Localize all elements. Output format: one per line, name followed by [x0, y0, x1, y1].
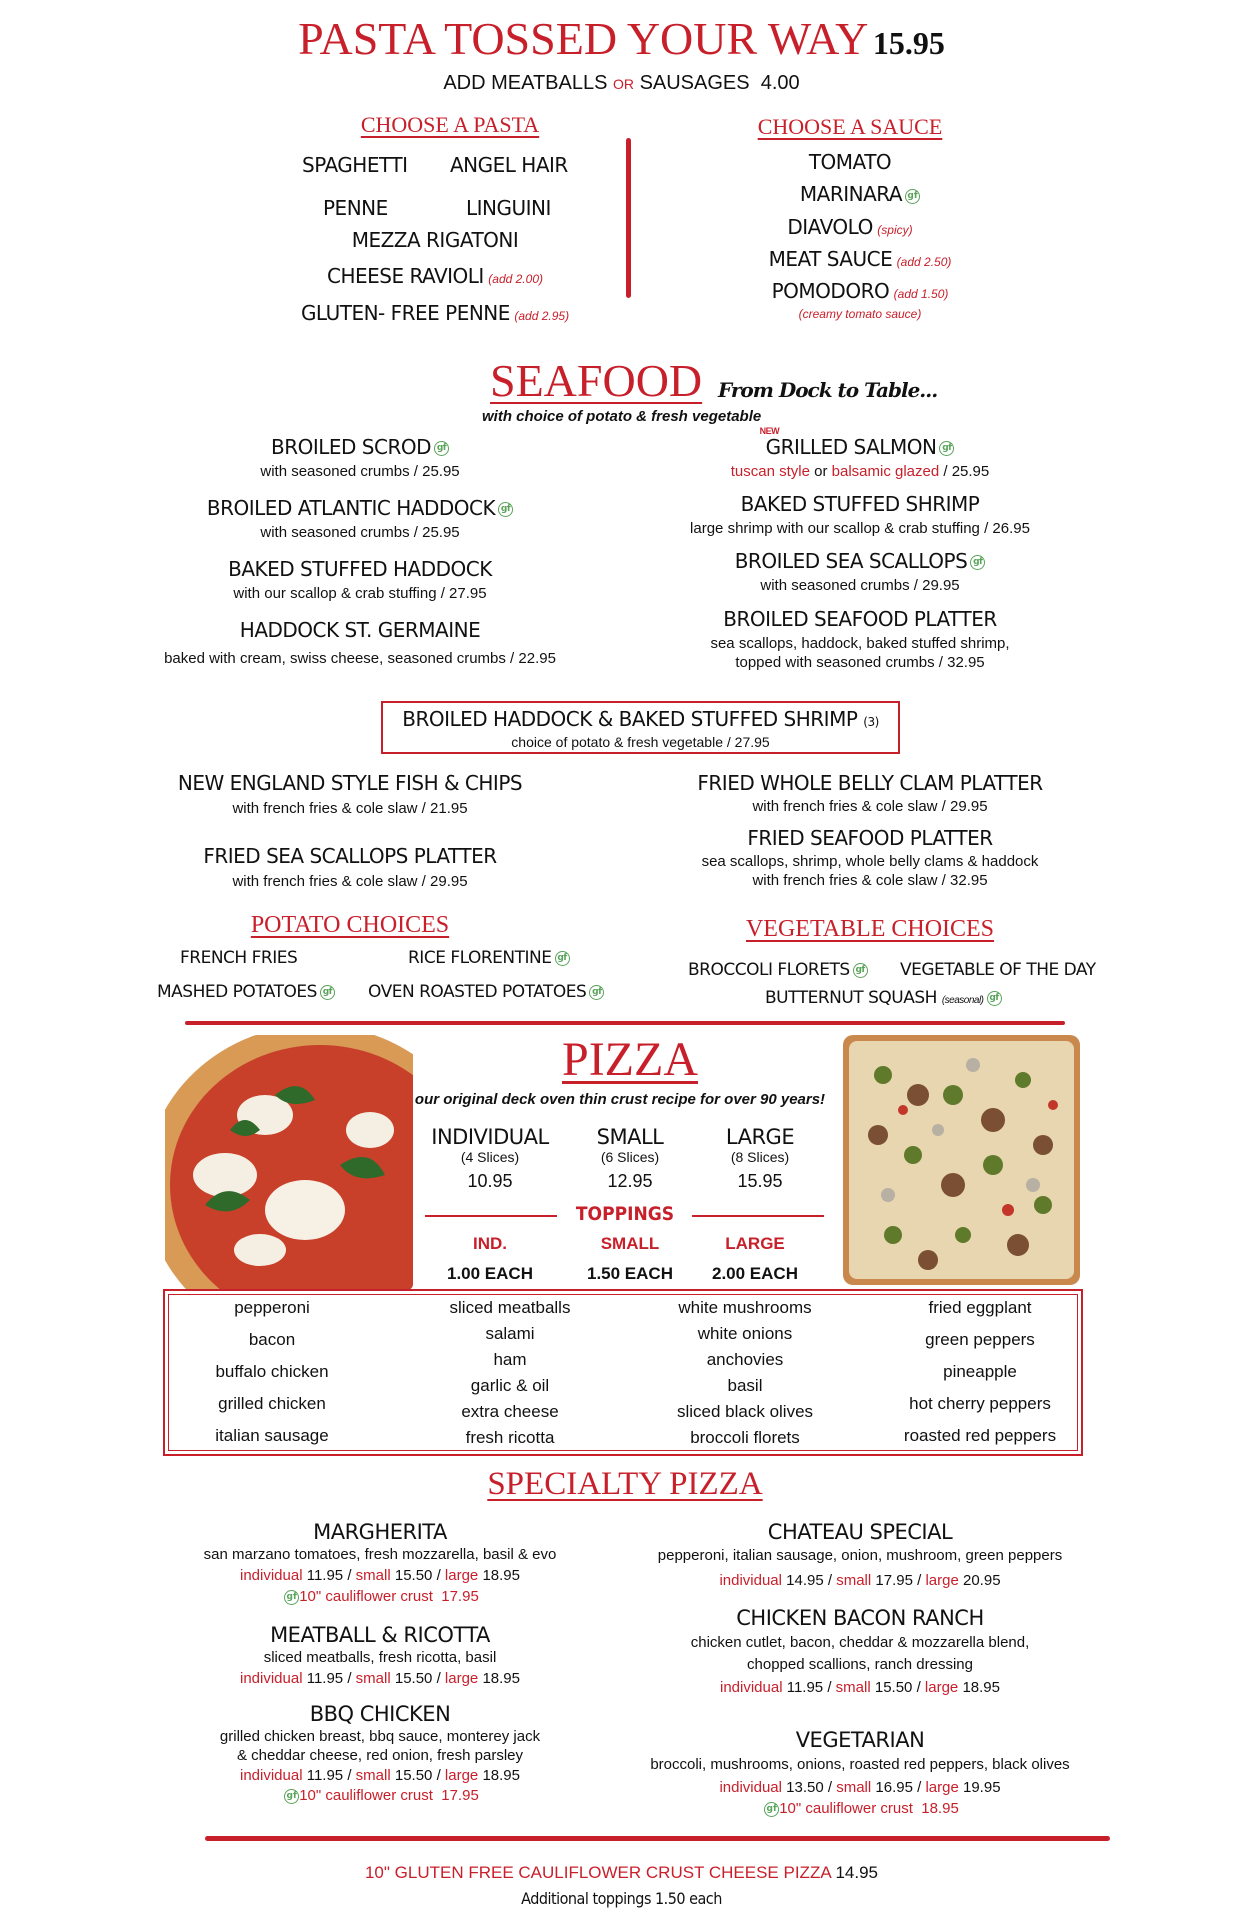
specialty-chateau — [630, 1520, 1090, 1589]
pasta-ravioli-row — [280, 264, 590, 288]
sauce-meat-row — [700, 247, 1020, 271]
size-slices: (8 Slices) — [730, 1149, 790, 1165]
lbl-individual: individual — [240, 1670, 303, 1687]
topping: fresh ricotta — [465, 1428, 555, 1447]
pizza-desc: grilled chicken breast, bbq sauce, monterey jack — [219, 1728, 541, 1745]
potato-roasted — [368, 982, 604, 1002]
seafood-item — [660, 549, 1060, 594]
sauce-diavolo: DIAVOLO — [787, 215, 873, 239]
topping: hot cherry peppers — [909, 1394, 1051, 1413]
veg-broccoli-label: BROCCOLI FLORETS — [688, 960, 850, 980]
item-desc: sea scallops, haddock, baked stuffed shrimp, — [710, 635, 1010, 652]
item-name: GRILLED SALMON — [765, 435, 937, 459]
addon-or: OR — [613, 76, 634, 92]
item-name: BROILED ATLANTIC HADDOCK — [206, 496, 496, 520]
pizza-name: CHATEAU SPECIAL — [767, 1520, 953, 1544]
specialty-meatball — [160, 1623, 600, 1687]
toppings-rule-left — [425, 1215, 557, 1217]
topping: pineapple — [943, 1362, 1017, 1381]
desc-balsamic: balsamic glazed — [831, 463, 940, 480]
pizza-desc: san marzano tomatoes, fresh mozzarella, basil & evo — [203, 1546, 557, 1563]
slash: / — [917, 1572, 922, 1589]
size-price: 10.95 — [467, 1171, 513, 1191]
topping: broccoli florets — [690, 1428, 800, 1447]
combo-pizza-photo — [843, 1035, 1080, 1285]
lbl-large: large — [924, 1679, 959, 1696]
slash: / — [347, 1670, 352, 1687]
gluten-free-icon: gf — [434, 441, 449, 456]
price-ind: 11.95 — [306, 1670, 344, 1687]
potato-mashed — [157, 982, 335, 1002]
cauli-row — [160, 1787, 600, 1804]
sauce-marinara: MARINARA — [799, 182, 903, 206]
lbl-small: small — [355, 1670, 391, 1687]
gluten-free-icon: gf — [555, 951, 570, 966]
pasta-cheese-ravioli: CHEESE RAVIOLI — [327, 264, 484, 288]
item-name: BAKED STUFFED SHRIMP — [740, 492, 980, 516]
toppings-col-4 — [880, 1298, 1080, 1458]
combo-box — [381, 701, 900, 754]
veg-header: VEGETABLE CHOICES — [745, 916, 995, 942]
pizza-name: CHICKEN BACON RANCH — [736, 1606, 984, 1630]
desc-price: / 25.95 — [943, 463, 990, 480]
sauce-pomodoro-row — [700, 279, 1020, 303]
item-name: BROILED SEA SCALLOPS — [734, 549, 968, 573]
addon-meatballs: ADD MEATBALLS — [443, 72, 608, 94]
item-name: NEW ENGLAND STYLE FISH & CHIPS — [177, 771, 523, 795]
slash: / — [436, 1767, 441, 1784]
pizza-prices — [160, 1670, 600, 1687]
gf-penne-note: (add 2.95) — [514, 309, 570, 323]
item-desc: with french fries & cole slaw / 21.95 — [232, 800, 468, 817]
slash: / — [436, 1670, 441, 1687]
size-individual — [420, 1125, 560, 1192]
seafood-item — [135, 618, 585, 667]
pizza-desc: broccoli, mushrooms, onions, roasted red peppers, black olives — [650, 1756, 1070, 1773]
footer-line-1 — [0, 1863, 1243, 1883]
item-desc: with french fries & cole slaw / 29.95 — [752, 798, 988, 815]
pizza-prices — [630, 1679, 1090, 1696]
lbl-small: small — [355, 1767, 391, 1784]
combo-desc: choice of potato & fresh vegetable / 27.95 — [511, 734, 770, 750]
slash: / — [827, 1679, 832, 1696]
footer-rule — [205, 1836, 1110, 1841]
slash: / — [347, 1767, 352, 1784]
price-ind: 14.95 — [786, 1572, 824, 1589]
seafood-item — [660, 492, 1060, 537]
pomodoro-note: (add 1.50) — [893, 287, 949, 301]
price-lg: 18.95 — [482, 1670, 520, 1687]
potato-header: POTATO CHOICES — [250, 912, 450, 938]
cauli-label: 10" cauliflower crust — [299, 1588, 433, 1605]
topping: white onions — [697, 1324, 793, 1343]
slash: / — [827, 1572, 833, 1589]
tp-price: 1.00 EACH — [447, 1264, 533, 1283]
sauce-meat: MEAT SAUCE — [768, 247, 893, 271]
toppings-rule-right — [692, 1215, 824, 1217]
lbl-large: large — [925, 1572, 959, 1589]
veg-broccoli — [688, 960, 868, 980]
size-small — [570, 1125, 690, 1192]
combo-name: BROILED HADDOCK & BAKED STUFFED SHRIMP — [402, 707, 858, 731]
size-slices: (6 Slices) — [600, 1149, 660, 1165]
potato-rice-label: RICE FLORENTINE — [408, 948, 552, 968]
sauce-pomodoro: POMODORO — [771, 279, 890, 303]
potato-roasted-label: OVEN ROASTED POTATOES — [368, 982, 587, 1002]
specialty-title: SPECIALTY PIZZA — [487, 1466, 763, 1502]
topping: white mushrooms — [678, 1298, 812, 1317]
cauli-price: 17.95 — [441, 1588, 479, 1605]
pizza-prices — [630, 1779, 1090, 1796]
gluten-free-icon: gf — [970, 555, 985, 570]
price-lg: 18.95 — [482, 1567, 520, 1584]
lbl-individual: individual — [240, 1567, 303, 1584]
topping: anchovies — [706, 1350, 784, 1369]
pizza-name: MEATBALL & RICOTTA — [270, 1623, 490, 1647]
topping: fried eggplant — [928, 1298, 1032, 1317]
tp-price: 1.50 EACH — [587, 1264, 673, 1283]
pizza-top-rule — [185, 1021, 1065, 1025]
specialty-vegetarian — [630, 1728, 1090, 1817]
lbl-individual: individual — [240, 1767, 303, 1784]
slash: / — [827, 1779, 833, 1796]
potato-mashed-label: MASHED POTATOES — [157, 982, 317, 1002]
gluten-free-icon: gf — [939, 441, 954, 456]
topping: sliced meatballs — [449, 1298, 571, 1317]
topping: sliced black olives — [676, 1402, 814, 1421]
pizza-desc: chicken cutlet, bacon, cheddar & mozzarella blend, — [690, 1634, 1030, 1651]
price-sm: 16.95 — [875, 1779, 913, 1796]
pizza-title: PIZZA — [562, 1033, 698, 1086]
choose-pasta-header: CHOOSE A PASTA — [360, 112, 540, 137]
gluten-free-icon: gf — [764, 1802, 779, 1817]
cauli-label: 10" cauliflower crust — [299, 1787, 433, 1804]
item-desc: with seasoned crumbs / 25.95 — [260, 524, 460, 541]
price-sm: 15.50 — [874, 1679, 913, 1696]
fried-item — [135, 771, 565, 817]
gluten-free-icon: gf — [320, 985, 335, 1000]
size-price: 12.95 — [607, 1171, 653, 1191]
pasta-addon — [0, 72, 1243, 95]
footer-cauli-price: 14.95 — [835, 1863, 879, 1882]
item-name: HADDOCK ST. GERMAINE — [239, 618, 481, 642]
pizza-name: VEGETARIAN — [795, 1728, 925, 1752]
specialty-margherita — [160, 1520, 600, 1605]
gluten-free-icon: gf — [284, 1789, 299, 1804]
lbl-small: small — [835, 1679, 871, 1696]
seafood-tagline: From Dock to Table... — [718, 378, 938, 402]
gluten-free-icon: gf — [284, 1590, 299, 1605]
lbl-small: small — [836, 1779, 872, 1796]
item-name: FRIED SEAFOOD PLATTER — [747, 826, 993, 850]
pizza-prices — [160, 1767, 600, 1784]
fried-item — [660, 771, 1080, 815]
pizza-prices — [160, 1567, 600, 1584]
new-badge: NEW — [759, 426, 780, 436]
slash: / — [916, 1679, 921, 1696]
addon-sausages: SAUSAGES — [639, 72, 750, 94]
topping-price-large — [690, 1234, 820, 1284]
footer-line-2: Additional toppings 1.50 each — [521, 1889, 722, 1908]
potato-fries: FRENCH FRIES — [180, 948, 298, 968]
gluten-free-icon: gf — [905, 189, 920, 204]
tp-size: LARGE — [725, 1234, 785, 1253]
price-sm: 15.50 — [394, 1567, 433, 1584]
tp-size: IND. — [473, 1234, 507, 1253]
veg-of-day: VEGETABLE OF THE DAY — [900, 960, 1096, 980]
lbl-large: large — [925, 1779, 959, 1796]
cauli-price: 18.95 — [921, 1800, 959, 1817]
topping: ham — [493, 1350, 527, 1369]
price-ind: 13.50 — [786, 1779, 824, 1796]
fried-item — [660, 826, 1080, 889]
pasta-divider — [626, 138, 631, 298]
lbl-individual: individual — [719, 1572, 782, 1589]
toppings-col-1 — [172, 1298, 372, 1458]
price-sm: 15.50 — [394, 1767, 433, 1784]
choose-sauce-header: CHOOSE A SAUCE — [757, 114, 943, 139]
veg-squash — [765, 988, 1002, 1008]
price-lg: 19.95 — [963, 1779, 1001, 1796]
item-desc-2: with french fries & cole slaw / 32.95 — [752, 872, 988, 889]
lbl-large: large — [444, 1670, 479, 1687]
topping: pepperoni — [234, 1298, 310, 1317]
topping: salami — [485, 1324, 535, 1343]
gluten-free-icon: gf — [853, 963, 868, 978]
item-name: BROILED SEAFOOD PLATTER — [723, 607, 997, 631]
specialty-ranch — [630, 1606, 1090, 1696]
item-name: BROILED SCROD — [271, 435, 431, 459]
slash: / — [436, 1567, 441, 1584]
pasta-linguini: LINGUINI — [466, 196, 551, 220]
lbl-large: large — [444, 1567, 479, 1584]
topping: green peppers — [925, 1330, 1035, 1349]
pasta-gf-row — [270, 301, 600, 325]
price-sm: 15.50 — [394, 1670, 433, 1687]
footer-cauli-pizza: 10" GLUTEN FREE CAULIFLOWER CRUST CHEESE PIZZA — [364, 1863, 831, 1882]
topping: roasted red peppers — [903, 1426, 1057, 1445]
item-desc-2: topped with seasoned crumbs / 32.95 — [735, 654, 985, 671]
pizza-desc: sliced meatballs, fresh ricotta, basil — [263, 1649, 497, 1666]
pasta-penne: PENNE — [323, 196, 388, 220]
price-ind: 11.95 — [306, 1767, 344, 1784]
pasta-mezza-rigatoni: MEZZA RIGATONI — [351, 228, 519, 252]
pizza-name: BBQ CHICKEN — [309, 1702, 451, 1726]
gluten-free-icon: gf — [498, 502, 513, 517]
topping: garlic & oil — [470, 1376, 550, 1395]
price-lg: 18.95 — [962, 1679, 1000, 1696]
cauli-row — [630, 1800, 1090, 1817]
pasta-price: 15.95 — [872, 25, 945, 61]
seafood-subtitle: with choice of potato & fresh vegetable — [482, 408, 762, 425]
lbl-large: large — [444, 1767, 479, 1784]
item-desc: sea scallops, shrimp, whole belly clams & haddock — [701, 853, 1039, 870]
item-desc: with french fries & cole slaw / 29.95 — [232, 873, 468, 890]
pomodoro-desc: (creamy tomato sauce) — [798, 307, 922, 321]
size-price: 15.95 — [737, 1171, 783, 1191]
pizza-subtitle: our original deck oven thin crust recipe for over 90 years! — [414, 1091, 826, 1108]
pizza-name: MARGHERITA — [313, 1520, 447, 1544]
sauce-diavolo-row — [700, 215, 1000, 239]
toppings-col-3 — [640, 1298, 850, 1454]
seafood-item — [135, 496, 585, 541]
fried-item — [135, 844, 565, 890]
item-desc: with seasoned crumbs / 29.95 — [760, 577, 960, 594]
addon-price: 4.00 — [760, 72, 800, 94]
pasta-title-row — [0, 12, 1243, 65]
ravioli-note: (add 2.00) — [488, 272, 543, 286]
price-lg: 18.95 — [482, 1767, 520, 1784]
combo-count: (3) — [863, 715, 879, 729]
seafood-item — [135, 557, 585, 602]
size-slices: (4 Slices) — [460, 1149, 520, 1165]
slash: / — [347, 1567, 352, 1584]
sauce-tomato: TOMATO — [808, 150, 892, 174]
margherita-photo — [165, 1035, 413, 1290]
desc-or: or — [814, 463, 828, 480]
size-large — [700, 1125, 820, 1192]
cauli-label: 10" cauliflower crust — [779, 1800, 913, 1817]
toppings-col-2 — [405, 1298, 615, 1454]
topping-price-small — [570, 1234, 690, 1284]
seafood-item — [660, 426, 1060, 480]
pasta-angel-hair: ANGEL HAIR — [450, 153, 568, 177]
desc-tuscan: tuscan style — [730, 463, 810, 480]
size-name: LARGE — [725, 1125, 795, 1149]
pasta-gluten-free-penne: GLUTEN- FREE PENNE — [300, 301, 510, 325]
item-desc: large shrimp with our scallop & crab stuffing / 26.95 — [690, 520, 1030, 537]
topping: basil — [727, 1376, 763, 1395]
toppings-label: TOPPINGS — [575, 1203, 675, 1225]
pasta-spaghetti: SPAGHETTI — [302, 153, 408, 177]
lbl-small: small — [836, 1572, 872, 1589]
topping: buffalo chicken — [215, 1362, 329, 1381]
potato-rice — [408, 948, 570, 968]
topping: bacon — [248, 1330, 296, 1349]
size-name: INDIVIDUAL — [431, 1125, 549, 1149]
pizza-desc-2: & cheddar cheese, red onion, fresh parsley — [236, 1747, 523, 1764]
item-desc: with seasoned crumbs / 25.95 — [260, 463, 460, 480]
cauli-row — [160, 1588, 600, 1605]
item-name: BAKED STUFFED HADDOCK — [228, 557, 492, 581]
tp-price: 2.00 EACH — [712, 1264, 798, 1283]
topping: extra cheese — [461, 1402, 559, 1421]
gluten-free-icon: gf — [589, 985, 604, 1000]
seafood-title: SEAFOOD — [490, 355, 703, 406]
item-name: FRIED WHOLE BELLY CLAM PLATTER — [697, 771, 1043, 795]
meat-note: (add 2.50) — [896, 255, 952, 269]
price-ind: 11.95 — [306, 1567, 344, 1584]
lbl-individual: individual — [720, 1679, 783, 1696]
topping: italian sausage — [215, 1426, 329, 1445]
pizza-desc: pepperoni, italian sausage, onion, mushroom, green peppers — [657, 1547, 1063, 1564]
topping-price-ind — [420, 1234, 560, 1284]
item-desc: baked with cream, swiss cheese, seasoned crumbs / 22.95 — [164, 650, 556, 667]
pizza-prices — [630, 1572, 1090, 1589]
slash: / — [917, 1779, 922, 1796]
size-name: SMALL — [596, 1125, 664, 1149]
price-sm: 17.95 — [875, 1572, 913, 1589]
squash-note: (seasonal) — [941, 995, 984, 1006]
seafood-item — [135, 435, 585, 480]
topping: grilled chicken — [218, 1394, 326, 1413]
item-name: FRIED SEA SCALLOPS PLATTER — [203, 844, 497, 868]
lbl-individual: individual — [719, 1779, 782, 1796]
item-desc: with our scallop & crab stuffing / 27.95 — [233, 585, 487, 602]
pizza-desc-2: chopped scallions, ranch dressing — [747, 1656, 973, 1673]
cauli-price: 17.95 — [441, 1787, 479, 1804]
sauce-marinara-row — [700, 182, 1020, 206]
tp-size: SMALL — [600, 1234, 660, 1253]
lbl-small: small — [355, 1567, 391, 1584]
diavolo-note: (spicy) — [877, 223, 913, 237]
pasta-title: PASTA TOSSED YOUR WAY — [298, 13, 869, 64]
price-lg: 20.95 — [963, 1572, 1001, 1589]
specialty-bbq — [160, 1702, 600, 1804]
gluten-free-icon: gf — [987, 991, 1002, 1006]
veg-squash-label: BUTTERNUT SQUASH — [765, 988, 937, 1008]
seafood-item — [660, 607, 1060, 671]
price-ind: 11.95 — [786, 1679, 824, 1696]
